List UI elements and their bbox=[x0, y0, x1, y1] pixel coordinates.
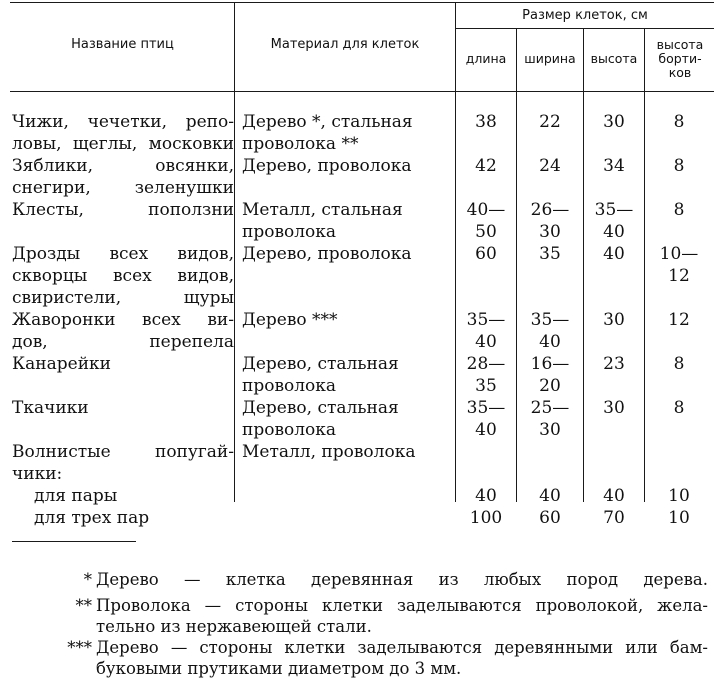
height-cell-line: 70 bbox=[603, 508, 625, 528]
height-cell bbox=[584, 507, 644, 529]
header-rim-height bbox=[645, 38, 715, 80]
width-cell-line: 30 bbox=[539, 222, 561, 242]
material-cell bbox=[242, 111, 452, 155]
rim-height-cell bbox=[645, 309, 713, 331]
footnote-line: Дерево — стороны клетки заделываются деревянными или бам- bbox=[96, 638, 708, 657]
width-cell bbox=[517, 199, 583, 243]
length-cell-line: 35 bbox=[475, 376, 497, 396]
length-cell-line: 40 bbox=[475, 420, 497, 440]
header-rim-line: высота bbox=[656, 37, 704, 52]
length-cell bbox=[456, 111, 516, 133]
material-cell-line: Металл, стальная bbox=[242, 200, 403, 220]
length-cell bbox=[456, 507, 516, 529]
header-bird-name: Название птиц bbox=[71, 37, 174, 52]
length-cell-line: 50 bbox=[475, 222, 497, 242]
material-cell-line: Дерево, стальная bbox=[242, 398, 399, 418]
length-cell bbox=[456, 155, 516, 177]
width-cell bbox=[517, 507, 583, 529]
bird-name-cell-line: чики: bbox=[12, 464, 63, 484]
height-cell-line: 40 bbox=[603, 486, 625, 506]
material-cell-line: Дерево *, стальная bbox=[242, 112, 413, 132]
rim-height-cell bbox=[645, 507, 713, 529]
material-cell bbox=[242, 441, 452, 463]
width-cell-line: 26— bbox=[530, 200, 570, 220]
width-cell bbox=[517, 485, 583, 507]
bird-name-cell-line: Волнистые попугай- bbox=[12, 442, 234, 462]
height-cell-line: 30 bbox=[603, 112, 625, 132]
width-cell-line: 24 bbox=[539, 156, 561, 176]
material-cell bbox=[242, 155, 452, 177]
header-rim-line: ков bbox=[668, 65, 692, 80]
header-cage-size: Размер клеток, см bbox=[522, 8, 648, 23]
length-cell-line: 100 bbox=[469, 508, 503, 528]
bird-name-cell bbox=[12, 155, 234, 199]
length-cell bbox=[456, 353, 516, 397]
length-cell-line: 40— bbox=[466, 200, 506, 220]
bird-name-cell-line: свиристели, щуры bbox=[12, 288, 234, 308]
bird-name-cell-line: Зяблики, овсянки, bbox=[12, 156, 234, 176]
material-cell bbox=[242, 309, 452, 331]
height-cell bbox=[584, 243, 644, 265]
rim-height-cell bbox=[645, 111, 713, 133]
material-cell bbox=[242, 397, 452, 441]
footnote-line: Проволока — стороны клетки заделываются проволокой, жела- bbox=[96, 596, 708, 615]
height-cell bbox=[584, 155, 644, 177]
rim-height-cell-line: 8 bbox=[673, 112, 685, 132]
width-cell-line: 25— bbox=[530, 398, 570, 418]
rim-height-cell-line: 10— bbox=[659, 244, 699, 264]
bird-name-cell-line: ловы, щеглы, московки bbox=[12, 134, 234, 154]
width-cell-line: 30 bbox=[539, 420, 561, 440]
footnote-mark: ** bbox=[75, 596, 92, 615]
width-cell-line: 40 bbox=[539, 486, 561, 506]
rim-height-cell-line: 8 bbox=[673, 354, 685, 374]
rim-height-cell-line: 12 bbox=[668, 310, 690, 330]
height-cell bbox=[584, 485, 644, 507]
footnote-mark: *** bbox=[67, 638, 92, 657]
rim-height-cell bbox=[645, 397, 713, 419]
rim-height-cell-line: 8 bbox=[673, 156, 685, 176]
bird-name-cell bbox=[12, 199, 234, 221]
material-cell-line: Дерево, проволока bbox=[242, 244, 412, 264]
bird-name-cell bbox=[12, 485, 234, 507]
height-cell bbox=[584, 397, 644, 419]
bird-name-cell-line: снегири, зеленушки bbox=[12, 178, 234, 198]
header-bottom-rule bbox=[10, 91, 714, 92]
rim-height-cell-line: 12 bbox=[668, 266, 690, 286]
height-cell-line: 34 bbox=[603, 156, 625, 176]
rim-height-cell bbox=[645, 353, 713, 375]
material-cell-line: проволока bbox=[242, 420, 337, 440]
bird-name-cell bbox=[12, 507, 234, 529]
height-cell-line: 30 bbox=[603, 310, 625, 330]
material-cell-line: Дерево, стальная bbox=[242, 354, 399, 374]
bird-name-cell-line: для трех пар bbox=[34, 508, 150, 528]
length-cell bbox=[456, 397, 516, 441]
bird-name-cell-line: Канарейки bbox=[12, 354, 111, 374]
column-divider-bird bbox=[234, 2, 235, 502]
width-cell-line: 16— bbox=[530, 354, 570, 374]
material-cell-line: Дерево *** bbox=[242, 310, 338, 330]
width-cell bbox=[517, 309, 583, 353]
width-cell-line: 60 bbox=[539, 508, 561, 528]
rim-height-cell-line: 10 bbox=[668, 486, 690, 506]
bird-name-cell-line: Дрозды всех видов, bbox=[12, 244, 234, 264]
bird-name-cell-line: для пары bbox=[34, 486, 118, 506]
rim-height-cell-line: 8 bbox=[673, 200, 685, 220]
material-cell-line: Дерево, проволока bbox=[242, 156, 412, 176]
bird-name-cell-line: дов, перепела bbox=[12, 332, 234, 352]
footnote-line: тельно из нержавеющей стали. bbox=[96, 617, 372, 636]
header-width: ширина bbox=[524, 51, 576, 66]
length-cell bbox=[456, 243, 516, 265]
material-cell-line: проволока bbox=[242, 376, 337, 396]
material-cell bbox=[242, 199, 452, 243]
material-cell-line: проволока ** bbox=[242, 134, 359, 154]
height-cell bbox=[584, 309, 644, 331]
height-cell-line: 40 bbox=[603, 222, 625, 242]
width-cell-line: 20 bbox=[539, 376, 561, 396]
length-cell-line: 42 bbox=[475, 156, 497, 176]
footnote-separator bbox=[12, 541, 136, 542]
height-cell bbox=[584, 353, 644, 375]
width-cell bbox=[517, 353, 583, 397]
width-cell-line: 35— bbox=[530, 310, 570, 330]
bird-name-cell bbox=[12, 441, 234, 485]
width-cell bbox=[517, 243, 583, 265]
width-cell bbox=[517, 397, 583, 441]
header-height: высота bbox=[590, 51, 638, 66]
material-cell-line: Металл, проволока bbox=[242, 442, 416, 462]
footnote-line: буковыми прутиками диаметром до 3 мм. bbox=[96, 659, 462, 678]
width-cell bbox=[517, 111, 583, 133]
length-cell-line: 35— bbox=[466, 398, 506, 418]
footnote-text bbox=[96, 595, 708, 637]
bird-name-cell-line: Жаворонки всех ви- bbox=[12, 310, 234, 330]
material-cell bbox=[242, 353, 452, 397]
length-cell bbox=[456, 199, 516, 243]
length-cell-line: 38 bbox=[475, 112, 497, 132]
bird-name-cell-line: Ткачики bbox=[12, 398, 89, 418]
rim-height-cell bbox=[645, 199, 713, 221]
length-cell-line: 60 bbox=[475, 244, 497, 264]
material-cell bbox=[242, 243, 452, 265]
column-divider-width bbox=[583, 28, 584, 502]
header-length: длина bbox=[465, 51, 507, 66]
height-cell-line: 30 bbox=[603, 398, 625, 418]
bird-name-cell bbox=[12, 111, 234, 155]
width-cell-line: 35 bbox=[539, 244, 561, 264]
length-cell-line: 40 bbox=[475, 332, 497, 352]
footnote-mark: * bbox=[83, 570, 92, 589]
rim-height-cell bbox=[645, 243, 713, 287]
width-cell-line: 40 bbox=[539, 332, 561, 352]
length-cell bbox=[456, 309, 516, 353]
bird-name-cell-line: скворцы всех видов, bbox=[12, 266, 234, 286]
table-top-rule bbox=[10, 2, 714, 3]
footnote-line: Дерево — клетка деревянная из любых пород дерева. bbox=[96, 570, 708, 589]
length-cell-line: 28— bbox=[466, 354, 506, 374]
height-cell-line: 35— bbox=[594, 200, 634, 220]
rim-height-cell bbox=[645, 485, 713, 507]
header-rim-line: борти- bbox=[658, 51, 702, 66]
length-cell bbox=[456, 485, 516, 507]
width-cell-line: 22 bbox=[539, 112, 561, 132]
rim-height-cell-line: 8 bbox=[673, 398, 685, 418]
bird-name-cell-line: Клесты, поползни bbox=[12, 200, 234, 220]
rim-height-cell-line: 10 bbox=[668, 508, 690, 528]
footnote-text bbox=[96, 637, 708, 679]
length-cell-line: 35— bbox=[466, 310, 506, 330]
bird-name-cell bbox=[12, 353, 234, 375]
bird-name-cell bbox=[12, 243, 234, 309]
footnote-text bbox=[96, 569, 708, 590]
length-cell-line: 40 bbox=[475, 486, 497, 506]
bird-name-cell bbox=[12, 397, 234, 419]
height-cell-line: 40 bbox=[603, 244, 625, 264]
size-group-rule bbox=[456, 28, 714, 29]
bird-name-cell-line: Чижи, чечетки, репо- bbox=[12, 112, 234, 132]
height-cell-line: 23 bbox=[603, 354, 625, 374]
height-cell bbox=[584, 199, 644, 243]
bird-name-cell bbox=[12, 309, 234, 353]
header-material: Материал для клеток bbox=[270, 37, 420, 52]
height-cell bbox=[584, 111, 644, 133]
material-cell-line: проволока bbox=[242, 222, 337, 242]
rim-height-cell bbox=[645, 155, 713, 177]
width-cell bbox=[517, 155, 583, 177]
